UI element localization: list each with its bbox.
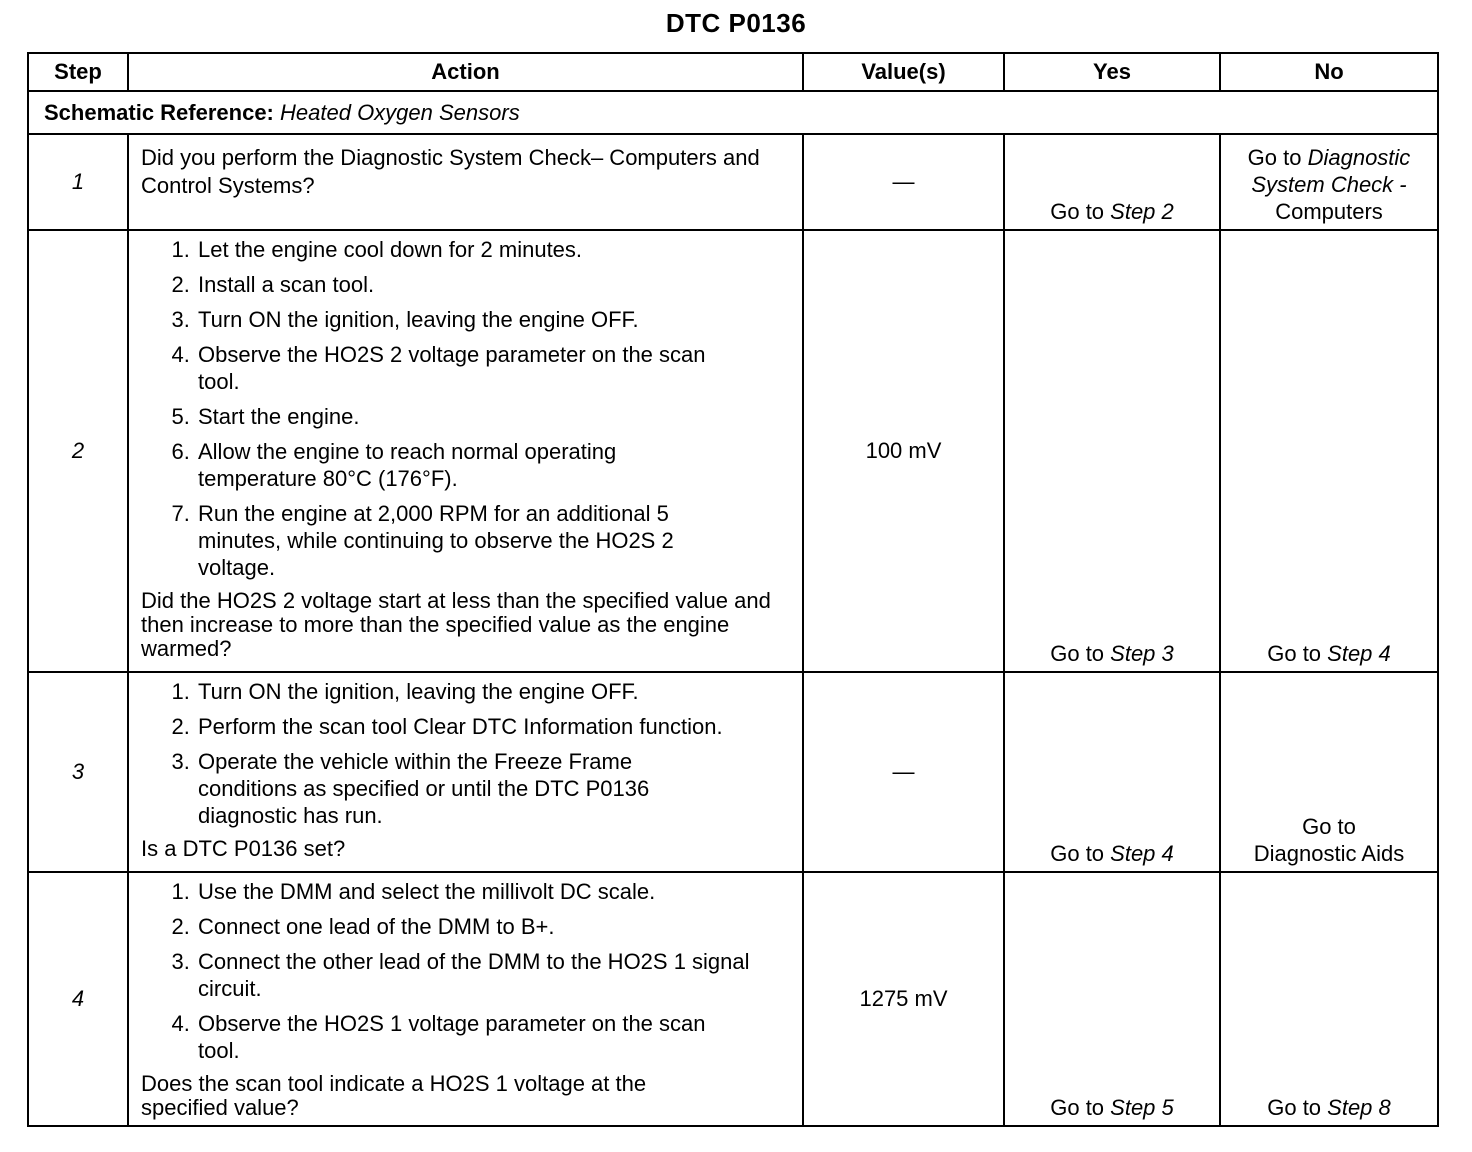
action-question: Does the scan tool indicate a HO2S 1 voltage at the specified value?	[141, 1071, 647, 1120]
no-prefix: Go to	[1267, 1095, 1328, 1120]
no-step-link: Step 4	[1327, 641, 1391, 666]
no-cell	[1220, 230, 1438, 672]
list-item: 3. Turn ON the ignition, leaving the engine OFF.	[196, 306, 792, 333]
list-item: 4. Observe the HO2S 1 voltage parameter on the scan tool.	[196, 1010, 792, 1064]
action-list	[141, 678, 792, 829]
list-item: 4. Observe the HO2S 2 voltage parameter on the scan tool.	[196, 341, 792, 395]
yes-cell	[1004, 134, 1220, 230]
action-cell	[128, 134, 803, 230]
action-cell	[128, 230, 803, 672]
schematic-reference-label: Schematic Reference:	[44, 99, 274, 125]
list-item: 2. Perform the scan tool Clear DTC Information function.	[196, 713, 792, 740]
action-cell	[128, 672, 803, 872]
list-item: 7. Run the engine at 2,000 RPM for an additional 5 minutes, while continuing to observe the HO2S 2 voltage.	[196, 500, 792, 581]
no-link: Diagnostic System Check -	[1251, 145, 1411, 197]
yes-prefix: Go to	[1050, 1095, 1111, 1120]
action-cell	[128, 872, 803, 1126]
schematic-reference-row	[28, 91, 1438, 134]
step-number: 3	[28, 672, 128, 872]
list-item: 3. Operate the vehicle within the Freeze Frame conditions as specified or until the DTC P0136 diagnostic has run.	[196, 748, 792, 829]
list-item: 5. Start the engine.	[196, 403, 792, 430]
header-action: Action	[128, 53, 803, 91]
table-row	[28, 230, 1438, 672]
header-row	[28, 53, 1438, 91]
header-step: Step	[28, 53, 128, 91]
action-question: Did you perform the Diagnostic System Check– Computers and Control Systems?	[141, 145, 760, 198]
action-list	[141, 236, 792, 581]
yes-cell	[1004, 230, 1220, 672]
diagnostic-table	[27, 52, 1439, 1127]
yes-prefix: Go to	[1050, 199, 1111, 224]
no-suffix: Computers	[1275, 199, 1383, 224]
step-number: 1	[28, 134, 128, 230]
no-cell	[1220, 134, 1438, 230]
no-step-link: Step 8	[1327, 1095, 1391, 1120]
no-line-2: Diagnostic Aids	[1253, 841, 1405, 866]
yes-prefix: Go to	[1050, 841, 1111, 866]
list-item: 3. Connect the other lead of the DMM to the HO2S 1 signal circuit.	[196, 948, 792, 1002]
table-row	[28, 872, 1438, 1126]
page-title: DTC P0136	[665, 8, 807, 38]
table-row	[28, 134, 1438, 230]
value-cell: —	[803, 672, 1004, 872]
no-cell	[1220, 872, 1438, 1126]
schematic-reference-value: Heated Oxygen Sensors	[280, 99, 520, 125]
value-cell: —	[803, 134, 1004, 230]
header-values: Value(s)	[803, 53, 1004, 91]
yes-step-link: Step 5	[1110, 1095, 1174, 1120]
no-line-1: Go to	[1302, 814, 1356, 839]
yes-cell	[1004, 672, 1220, 872]
list-item: 1. Use the DMM and select the millivolt DC scale.	[196, 878, 792, 905]
action-question: Did the HO2S 2 voltage start at less than the specified value and then increase to more than the specified value as the engine warmed?	[141, 588, 771, 661]
value-cell: 100 mV	[803, 230, 1004, 672]
list-item: 1. Let the engine cool down for 2 minutes.	[196, 236, 792, 263]
yes-cell	[1004, 872, 1220, 1126]
action-question: Is a DTC P0136 set?	[141, 836, 346, 861]
yes-step-link: Step 2	[1110, 199, 1174, 224]
yes-step-link: Step 3	[1110, 641, 1174, 666]
list-item: 2. Connect one lead of the DMM to B+.	[196, 913, 792, 940]
list-item: 2. Install a scan tool.	[196, 271, 792, 298]
table-row	[28, 672, 1438, 872]
header-yes: Yes	[1004, 53, 1220, 91]
header-no: No	[1220, 53, 1438, 91]
no-prefix: Go to	[1267, 641, 1328, 666]
step-number: 4	[28, 872, 128, 1126]
list-item: 6. Allow the engine to reach normal operating temperature 80°C (176°F).	[196, 438, 792, 492]
yes-prefix: Go to	[1050, 641, 1111, 666]
value-cell: 1275 mV	[803, 872, 1004, 1126]
no-prefix: Go to	[1247, 145, 1308, 170]
schematic-reference	[28, 91, 1438, 134]
list-item: 1. Turn ON the ignition, leaving the engine OFF.	[196, 678, 792, 705]
yes-step-link: Step 4	[1110, 841, 1174, 866]
step-number: 2	[28, 230, 128, 672]
no-cell	[1220, 672, 1438, 872]
action-list	[141, 878, 792, 1064]
